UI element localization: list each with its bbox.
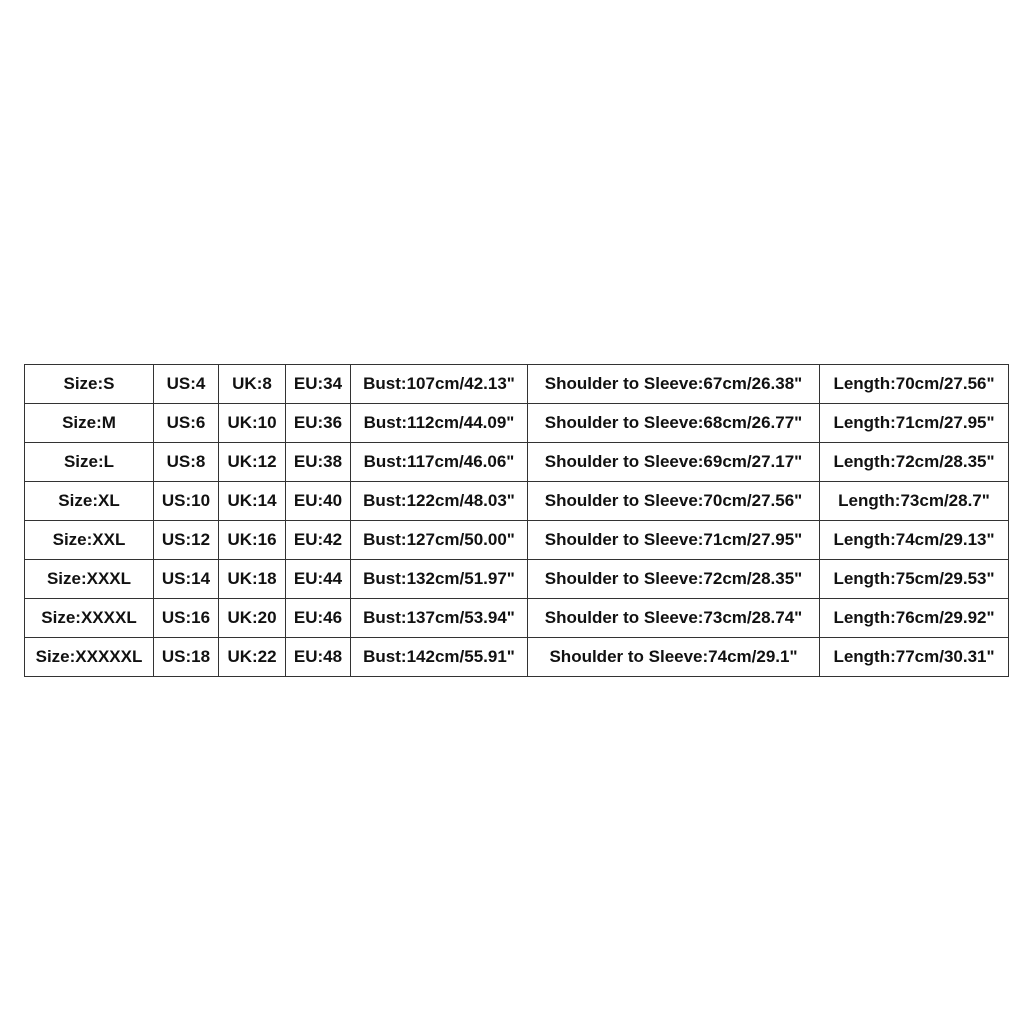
length-cell: Length:72cm/28.35" [820, 443, 1009, 482]
uk-size-cell: UK:16 [219, 521, 286, 560]
bust-cell: Bust:142cm/55.91" [351, 638, 528, 677]
us-size-cell: US:10 [154, 482, 219, 521]
shoulder-to-sleeve-cell: Shoulder to Sleeve:72cm/28.35" [528, 560, 820, 599]
table-row [25, 365, 1009, 404]
size-cell: Size:XXXXL [25, 599, 154, 638]
table-row [25, 560, 1009, 599]
eu-size-cell: EU:34 [286, 365, 351, 404]
uk-size-cell: UK:20 [219, 599, 286, 638]
uk-size-cell: UK:14 [219, 482, 286, 521]
uk-size-cell: UK:10 [219, 404, 286, 443]
table-row [25, 638, 1009, 677]
us-size-cell: US:14 [154, 560, 219, 599]
us-size-cell: US:8 [154, 443, 219, 482]
bust-cell: Bust:137cm/53.94" [351, 599, 528, 638]
length-cell: Length:74cm/29.13" [820, 521, 1009, 560]
eu-size-cell: EU:38 [286, 443, 351, 482]
table-row [25, 599, 1009, 638]
eu-size-cell: EU:42 [286, 521, 351, 560]
shoulder-to-sleeve-cell: Shoulder to Sleeve:74cm/29.1" [528, 638, 820, 677]
size-cell: Size:XXXL [25, 560, 154, 599]
size-chart-table [24, 364, 1009, 677]
length-cell: Length:70cm/27.56" [820, 365, 1009, 404]
size-cell: Size:XL [25, 482, 154, 521]
shoulder-to-sleeve-cell: Shoulder to Sleeve:73cm/28.74" [528, 599, 820, 638]
eu-size-cell: EU:36 [286, 404, 351, 443]
table-row [25, 443, 1009, 482]
length-cell: Length:73cm/28.7" [820, 482, 1009, 521]
length-cell: Length:76cm/29.92" [820, 599, 1009, 638]
bust-cell: Bust:132cm/51.97" [351, 560, 528, 599]
shoulder-to-sleeve-cell: Shoulder to Sleeve:71cm/27.95" [528, 521, 820, 560]
bust-cell: Bust:117cm/46.06" [351, 443, 528, 482]
bust-cell: Bust:112cm/44.09" [351, 404, 528, 443]
length-cell: Length:75cm/29.53" [820, 560, 1009, 599]
shoulder-to-sleeve-cell: Shoulder to Sleeve:69cm/27.17" [528, 443, 820, 482]
length-cell: Length:71cm/27.95" [820, 404, 1009, 443]
us-size-cell: US:16 [154, 599, 219, 638]
size-cell: Size:S [25, 365, 154, 404]
length-cell: Length:77cm/30.31" [820, 638, 1009, 677]
eu-size-cell: EU:48 [286, 638, 351, 677]
uk-size-cell: UK:8 [219, 365, 286, 404]
bust-cell: Bust:127cm/50.00" [351, 521, 528, 560]
bust-cell: Bust:122cm/48.03" [351, 482, 528, 521]
uk-size-cell: UK:18 [219, 560, 286, 599]
size-cell: Size:XXXXXL [25, 638, 154, 677]
table-row [25, 404, 1009, 443]
us-size-cell: US:18 [154, 638, 219, 677]
us-size-cell: US:6 [154, 404, 219, 443]
shoulder-to-sleeve-cell: Shoulder to Sleeve:68cm/26.77" [528, 404, 820, 443]
shoulder-to-sleeve-cell: Shoulder to Sleeve:67cm/26.38" [528, 365, 820, 404]
size-chart-body [25, 365, 1009, 677]
size-cell: Size:XXL [25, 521, 154, 560]
size-cell: Size:M [25, 404, 154, 443]
uk-size-cell: UK:22 [219, 638, 286, 677]
shoulder-to-sleeve-cell: Shoulder to Sleeve:70cm/27.56" [528, 482, 820, 521]
table-row [25, 521, 1009, 560]
table-row [25, 482, 1009, 521]
bust-cell: Bust:107cm/42.13" [351, 365, 528, 404]
us-size-cell: US:12 [154, 521, 219, 560]
eu-size-cell: EU:44 [286, 560, 351, 599]
eu-size-cell: EU:46 [286, 599, 351, 638]
uk-size-cell: UK:12 [219, 443, 286, 482]
eu-size-cell: EU:40 [286, 482, 351, 521]
us-size-cell: US:4 [154, 365, 219, 404]
size-cell: Size:L [25, 443, 154, 482]
